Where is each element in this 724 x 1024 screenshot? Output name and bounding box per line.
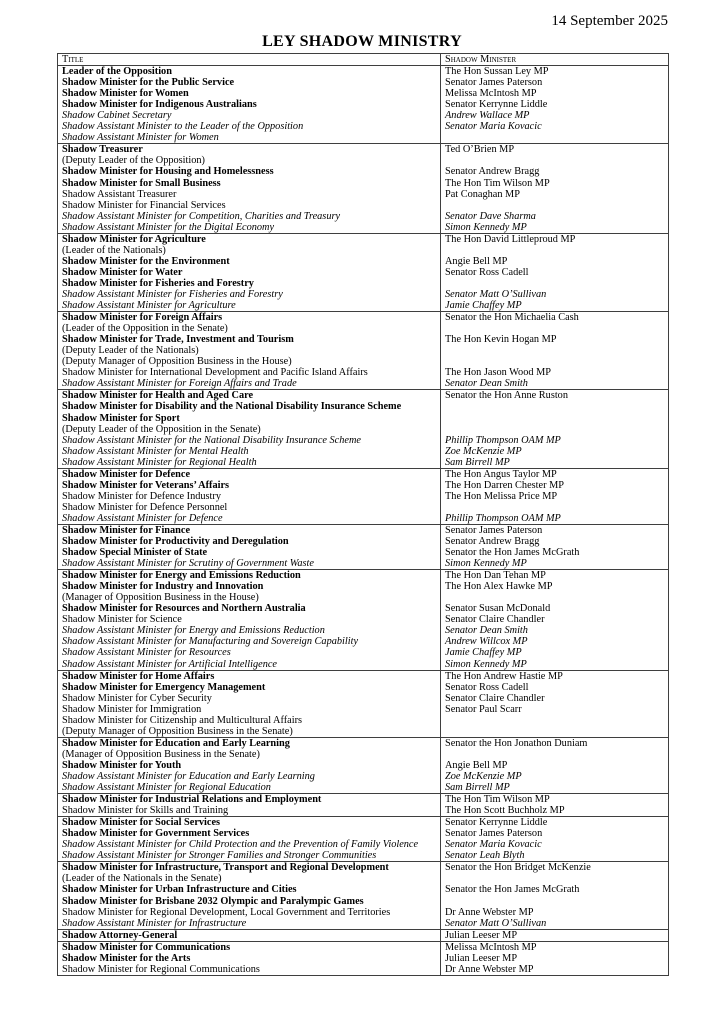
- minister-cell: Senator the Hon James McGrath: [441, 884, 669, 895]
- title-cell: (Deputy Leader of the Opposition): [58, 155, 441, 166]
- minister-cell: The Hon Alex Hawke MP: [441, 581, 669, 592]
- title-cell: Shadow Minister for Youth: [58, 760, 441, 771]
- title-cell: Shadow Assistant Minister for Artificial Intelligence: [58, 659, 441, 671]
- title-cell: Shadow Minister for Defence Personnel: [58, 502, 441, 513]
- minister-cell: Angie Bell MP: [441, 256, 669, 267]
- minister-cell: Senator Matt O’Sullivan: [441, 289, 669, 300]
- minister-cell: Sam Birrell MP: [441, 782, 669, 794]
- minister-cell: [441, 502, 669, 513]
- title-cell: Shadow Minister for Skills and Training: [58, 805, 441, 817]
- title-cell: Shadow Minister for Home Affairs: [58, 670, 441, 682]
- title-cell: Shadow Assistant Minister for Competition, Charities and Treasury: [58, 211, 441, 222]
- table-row: [58, 896, 669, 907]
- minister-cell: [441, 896, 669, 907]
- table-row: [58, 907, 669, 918]
- minister-cell: Dr Anne Webster MP: [441, 964, 669, 976]
- title-cell: (Deputy Leader of the Nationals): [58, 345, 441, 356]
- minister-cell: Senator the Hon Anne Ruston: [441, 390, 669, 402]
- header-row: [58, 54, 669, 66]
- minister-cell: [441, 345, 669, 356]
- table-row: [58, 401, 669, 412]
- minister-cell: Andrew Wallace MP: [441, 110, 669, 121]
- minister-cell: Dr Anne Webster MP: [441, 907, 669, 918]
- title-cell: Shadow Minister for Urban Infrastructure and Cities: [58, 884, 441, 895]
- minister-cell: Senator Dave Sharma: [441, 211, 669, 222]
- ministry-table: [57, 53, 669, 976]
- title-cell: Shadow Minister for Trade, Investment and Tourism: [58, 334, 441, 345]
- title-cell: Shadow Assistant Minister for Foreign Affairs and Trade: [58, 378, 441, 390]
- title-cell: Shadow Cabinet Secretary: [58, 110, 441, 121]
- minister-cell: The Hon Kevin Hogan MP: [441, 334, 669, 345]
- minister-cell: [441, 413, 669, 424]
- minister-cell: Jamie Chaffey MP: [441, 300, 669, 312]
- table-row: [58, 155, 669, 166]
- title-cell: Shadow Minister for Indigenous Australians: [58, 99, 441, 110]
- title-cell: (Manager of Opposition Business in the Senate): [58, 749, 441, 760]
- minister-cell: [441, 401, 669, 412]
- minister-cell: [441, 323, 669, 334]
- minister-cell: Simon Kennedy MP: [441, 558, 669, 570]
- minister-cell: [441, 424, 669, 435]
- title-cell: Shadow Minister for Brisbane 2032 Olympic and Paralympic Games: [58, 896, 441, 907]
- table-row: [58, 233, 669, 245]
- table-row: [58, 614, 669, 625]
- minister-cell: [441, 873, 669, 884]
- table-row: [58, 581, 669, 592]
- ministry-group: [58, 941, 669, 975]
- document-date: 14 September 2025: [551, 13, 668, 29]
- table-row: [58, 289, 669, 300]
- minister-cell: [441, 200, 669, 211]
- minister-cell: Senator Kerrynne Liddle: [441, 99, 669, 110]
- table-row: [58, 839, 669, 850]
- table-row: [58, 749, 669, 760]
- minister-cell: The Hon Andrew Hastie MP: [441, 670, 669, 682]
- table-row: [58, 592, 669, 603]
- title-cell: Shadow Special Minister of State: [58, 547, 441, 558]
- table-row: [58, 929, 669, 941]
- minister-cell: Angie Bell MP: [441, 760, 669, 771]
- title-cell: Shadow Minister for Small Business: [58, 178, 441, 189]
- ministry-group: [58, 817, 669, 862]
- table-row: [58, 356, 669, 367]
- title-cell: Shadow Assistant Minister for Defence: [58, 513, 441, 525]
- table-row: [58, 670, 669, 682]
- table-row: [58, 132, 669, 144]
- ministry-group: [58, 144, 669, 233]
- table-row: [58, 110, 669, 121]
- minister-cell: Senator Dean Smith: [441, 378, 669, 390]
- minister-cell: The Hon David Littleproud MP: [441, 233, 669, 245]
- title-cell: Shadow Minister for Government Services: [58, 828, 441, 839]
- title-cell: Shadow Assistant Minister for Stronger Families and Stronger Communities: [58, 850, 441, 862]
- table-row: [58, 771, 669, 782]
- table-row: [58, 737, 669, 749]
- title-cell: Shadow Assistant Treasurer: [58, 189, 441, 200]
- title-cell: Shadow Minister for Women: [58, 88, 441, 99]
- table-row: [58, 367, 669, 378]
- table-row: [58, 547, 669, 558]
- title-cell: Shadow Minister for Financial Services: [58, 200, 441, 211]
- table-row: [58, 647, 669, 658]
- ministry-group: [58, 66, 669, 144]
- title-cell: Shadow Assistant Minister for Infrastructure: [58, 918, 441, 930]
- title-cell: Shadow Minister for Industrial Relations and Employment: [58, 794, 441, 806]
- table-row: [58, 625, 669, 636]
- table-row: [58, 659, 669, 671]
- title-cell: Shadow Minister for Sport: [58, 413, 441, 424]
- table-row: [58, 300, 669, 312]
- title-cell: Shadow Minister for International Development and Pacific Island Affairs: [58, 367, 441, 378]
- table-row: [58, 570, 669, 582]
- minister-cell: Senator the Hon Bridget McKenzie: [441, 862, 669, 874]
- table-row: [58, 603, 669, 614]
- minister-cell: Senator Dean Smith: [441, 625, 669, 636]
- minister-cell: Melissa McIntosh MP: [441, 88, 669, 99]
- title-cell: Shadow Assistant Minister for Regional Education: [58, 782, 441, 794]
- table-row: [58, 794, 669, 806]
- ministry-group: [58, 468, 669, 524]
- title-cell: (Leader of the Nationals): [58, 245, 441, 256]
- title-cell: Shadow Minister for Veterans’ Affairs: [58, 480, 441, 491]
- title-cell: (Leader of the Opposition in the Senate): [58, 323, 441, 334]
- title-column-header: Title: [58, 54, 441, 66]
- table-row: [58, 66, 669, 78]
- title-cell: Shadow Treasurer: [58, 144, 441, 156]
- table-row: [58, 189, 669, 200]
- title-cell: Shadow Assistant Minister to the Leader of the Opposition: [58, 121, 441, 132]
- table-row: [58, 862, 669, 874]
- title-cell: (Leader of the Nationals in the Senate): [58, 873, 441, 884]
- table-row: [58, 345, 669, 356]
- minister-cell: The Hon Darren Chester MP: [441, 480, 669, 491]
- minister-cell: Senator Maria Kovacic: [441, 839, 669, 850]
- minister-cell: [441, 749, 669, 760]
- minister-cell: Senator Claire Chandler: [441, 614, 669, 625]
- table-row: [58, 211, 669, 222]
- title-cell: Shadow Minister for Defence: [58, 468, 441, 480]
- table-row: [58, 312, 669, 324]
- title-cell: Shadow Minister for Immigration: [58, 704, 441, 715]
- table-row: [58, 424, 669, 435]
- title-cell: Shadow Assistant Minister for Women: [58, 132, 441, 144]
- title-cell: Shadow Assistant Minister for Education and Early Learning: [58, 771, 441, 782]
- minister-cell: [441, 726, 669, 738]
- minister-cell: The Hon Dan Tehan MP: [441, 570, 669, 582]
- title-cell: (Manager of Opposition Business in the House): [58, 592, 441, 603]
- table-row: [58, 682, 669, 693]
- ministry-group: [58, 390, 669, 468]
- minister-cell: Senator the Hon Jonathon Duniam: [441, 737, 669, 749]
- title-cell: Shadow Minister for Health and Aged Care: [58, 390, 441, 402]
- table-row: [58, 558, 669, 570]
- minister-cell: Senator Paul Scarr: [441, 704, 669, 715]
- table-row: [58, 491, 669, 502]
- minister-cell: Senator James Paterson: [441, 77, 669, 88]
- table-row: [58, 964, 669, 976]
- table-row: [58, 782, 669, 794]
- minister-cell: Senator Susan McDonald: [441, 603, 669, 614]
- table-row: [58, 828, 669, 839]
- table-row: [58, 121, 669, 132]
- minister-cell: The Hon Scott Buchholz MP: [441, 805, 669, 817]
- table-row: [58, 245, 669, 256]
- minister-cell: The Hon Angus Taylor MP: [441, 468, 669, 480]
- title-cell: Shadow Assistant Minister for the Digital Economy: [58, 222, 441, 234]
- minister-cell: Zoe McKenzie MP: [441, 446, 669, 457]
- minister-cell: Andrew Willcox MP: [441, 636, 669, 647]
- title-cell: Shadow Minister for Industry and Innovation: [58, 581, 441, 592]
- table-row: [58, 446, 669, 457]
- table-row: [58, 918, 669, 930]
- table-row: [58, 726, 669, 738]
- ministry-group: [58, 670, 669, 737]
- minister-cell: Senator Ross Cadell: [441, 267, 669, 278]
- table-row: [58, 457, 669, 469]
- table-row: [58, 480, 669, 491]
- table-row: [58, 435, 669, 446]
- table-row: [58, 334, 669, 345]
- minister-cell: The Hon Sussan Ley MP: [441, 66, 669, 78]
- title-cell: Shadow Minister for Regional Development, Local Government and Territories: [58, 907, 441, 918]
- minister-cell: Senator Andrew Bragg: [441, 166, 669, 177]
- table-row: [58, 390, 669, 402]
- table-row: [58, 178, 669, 189]
- title-cell: Shadow Assistant Minister for Scrutiny of Government Waste: [58, 558, 441, 570]
- minister-cell: Julian Leeser MP: [441, 929, 669, 941]
- title-cell: Shadow Assistant Minister for Energy and Emissions Reduction: [58, 625, 441, 636]
- table-row: [58, 636, 669, 647]
- minister-cell: Simon Kennedy MP: [441, 222, 669, 234]
- title-cell: Leader of the Opposition: [58, 66, 441, 78]
- table-row: [58, 222, 669, 234]
- table-row: [58, 524, 669, 536]
- title-cell: Shadow Minister for the Public Service: [58, 77, 441, 88]
- minister-cell: Senator James Paterson: [441, 828, 669, 839]
- title-cell: Shadow Minister for Resources and Northern Australia: [58, 603, 441, 614]
- title-cell: Shadow Minister for Water: [58, 267, 441, 278]
- ministry-group: [58, 794, 669, 817]
- minister-cell: The Hon Melissa Price MP: [441, 491, 669, 502]
- minister-cell: Ted O’Brien MP: [441, 144, 669, 156]
- title-cell: Shadow Minister for Agriculture: [58, 233, 441, 245]
- minister-cell: [441, 132, 669, 144]
- minister-cell: Senator Leah Blyth: [441, 850, 669, 862]
- minister-cell: The Hon Jason Wood MP: [441, 367, 669, 378]
- title-cell: Shadow Minister for Foreign Affairs: [58, 312, 441, 324]
- title-cell: Shadow Minister for Defence Industry: [58, 491, 441, 502]
- title-cell: Shadow Attorney-General: [58, 929, 441, 941]
- table-row: [58, 884, 669, 895]
- title-cell: Shadow Minister for Productivity and Deregulation: [58, 536, 441, 547]
- minister-cell: Senator Matt O’Sullivan: [441, 918, 669, 930]
- minister-cell: Senator the Hon James McGrath: [441, 547, 669, 558]
- title-cell: Shadow Assistant Minister for Child Protection and the Prevention of Family Violence: [58, 839, 441, 850]
- minister-cell: Sam Birrell MP: [441, 457, 669, 469]
- minister-cell: Senator Ross Cadell: [441, 682, 669, 693]
- minister-cell: Phillip Thompson OAM MP: [441, 435, 669, 446]
- minister-cell: Senator Kerrynne Liddle: [441, 817, 669, 829]
- table-row: [58, 693, 669, 704]
- title-cell: Shadow Assistant Minister for Manufacturing and Sovereign Capability: [58, 636, 441, 647]
- table-row: [58, 805, 669, 817]
- minister-cell: [441, 245, 669, 256]
- ministry-group: [58, 737, 669, 793]
- title-cell: Shadow Minister for Regional Communications: [58, 964, 441, 976]
- title-cell: Shadow Minister for Social Services: [58, 817, 441, 829]
- minister-cell: Senator Maria Kovacic: [441, 121, 669, 132]
- table-row: [58, 413, 669, 424]
- table-row: [58, 166, 669, 177]
- minister-cell: [441, 278, 669, 289]
- title-cell: Shadow Minister for Emergency Management: [58, 682, 441, 693]
- title-cell: Shadow Minister for Energy and Emissions Reduction: [58, 570, 441, 582]
- minister-cell: The Hon Tim Wilson MP: [441, 178, 669, 189]
- title-cell: Shadow Assistant Minister for Fisheries and Forestry: [58, 289, 441, 300]
- title-cell: Shadow Assistant Minister for Agriculture: [58, 300, 441, 312]
- table-row: [58, 817, 669, 829]
- title-cell: Shadow Assistant Minister for Regional Health: [58, 457, 441, 469]
- minister-cell: Senator the Hon Michaelia Cash: [441, 312, 669, 324]
- minister-cell: [441, 715, 669, 726]
- ministry-group: [58, 233, 669, 311]
- ministry-group: [58, 524, 669, 569]
- minister-cell: Jamie Chaffey MP: [441, 647, 669, 658]
- ministry-group: [58, 570, 669, 670]
- page-title: LEY SHADOW MINISTRY: [262, 33, 462, 50]
- minister-cell: [441, 155, 669, 166]
- minister-cell: [441, 356, 669, 367]
- minister-cell: Pat Conaghan MP: [441, 189, 669, 200]
- table-row: [58, 850, 669, 862]
- title-cell: Shadow Minister for Cyber Security: [58, 693, 441, 704]
- table-row: [58, 941, 669, 953]
- ministry-group: [58, 312, 669, 390]
- table-row: [58, 378, 669, 390]
- minister-cell: Senator Claire Chandler: [441, 693, 669, 704]
- minister-cell: Senator James Paterson: [441, 524, 669, 536]
- table-row: [58, 256, 669, 267]
- title-cell: (Deputy Manager of Opposition Business in the House): [58, 356, 441, 367]
- title-cell: Shadow Minister for the Arts: [58, 953, 441, 964]
- title-cell: Shadow Minister for Housing and Homelessness: [58, 166, 441, 177]
- minister-cell: Zoe McKenzie MP: [441, 771, 669, 782]
- table-row: [58, 144, 669, 156]
- title-cell: (Deputy Leader of the Opposition in the Senate): [58, 424, 441, 435]
- title-cell: Shadow Minister for Education and Early Learning: [58, 737, 441, 749]
- minister-cell: Phillip Thompson OAM MP: [441, 513, 669, 525]
- table-row: [58, 953, 669, 964]
- title-cell: Shadow Assistant Minister for Resources: [58, 647, 441, 658]
- title-cell: (Deputy Manager of Opposition Business in the Senate): [58, 726, 441, 738]
- title-cell: Shadow Assistant Minister for Mental Health: [58, 446, 441, 457]
- table-row: [58, 468, 669, 480]
- table-row: [58, 502, 669, 513]
- title-cell: Shadow Minister for Infrastructure, Transport and Regional Development: [58, 862, 441, 874]
- title-cell: Shadow Minister for Disability and the National Disability Insurance Scheme: [58, 401, 441, 412]
- table-row: [58, 88, 669, 99]
- title-cell: Shadow Minister for Finance: [58, 524, 441, 536]
- table-row: [58, 760, 669, 771]
- minister-cell: Julian Leeser MP: [441, 953, 669, 964]
- title-cell: Shadow Assistant Minister for the National Disability Insurance Scheme: [58, 435, 441, 446]
- table-row: [58, 278, 669, 289]
- title-cell: Shadow Minister for Citizenship and Multicultural Affairs: [58, 715, 441, 726]
- table-row: [58, 513, 669, 525]
- table-row: [58, 323, 669, 334]
- ministry-group: [58, 862, 669, 929]
- table-row: [58, 715, 669, 726]
- table-row: [58, 536, 669, 547]
- minister-cell: [441, 592, 669, 603]
- title-cell: Shadow Minister for Fisheries and Forestry: [58, 278, 441, 289]
- title-cell: Shadow Minister for the Environment: [58, 256, 441, 267]
- table-row: [58, 200, 669, 211]
- ministry-group: [58, 929, 669, 941]
- title-cell: Shadow Minister for Science: [58, 614, 441, 625]
- minister-cell: Simon Kennedy MP: [441, 659, 669, 671]
- minister-cell: Melissa McIntosh MP: [441, 941, 669, 953]
- table-row: [58, 873, 669, 884]
- table-row: [58, 704, 669, 715]
- minister-cell: The Hon Tim Wilson MP: [441, 794, 669, 806]
- minister-cell: Senator Andrew Bragg: [441, 536, 669, 547]
- shadow-minister-column-header: Shadow Minister: [441, 54, 669, 66]
- title-cell: Shadow Minister for Communications: [58, 941, 441, 953]
- table-row: [58, 267, 669, 278]
- table-row: [58, 77, 669, 88]
- table-row: [58, 99, 669, 110]
